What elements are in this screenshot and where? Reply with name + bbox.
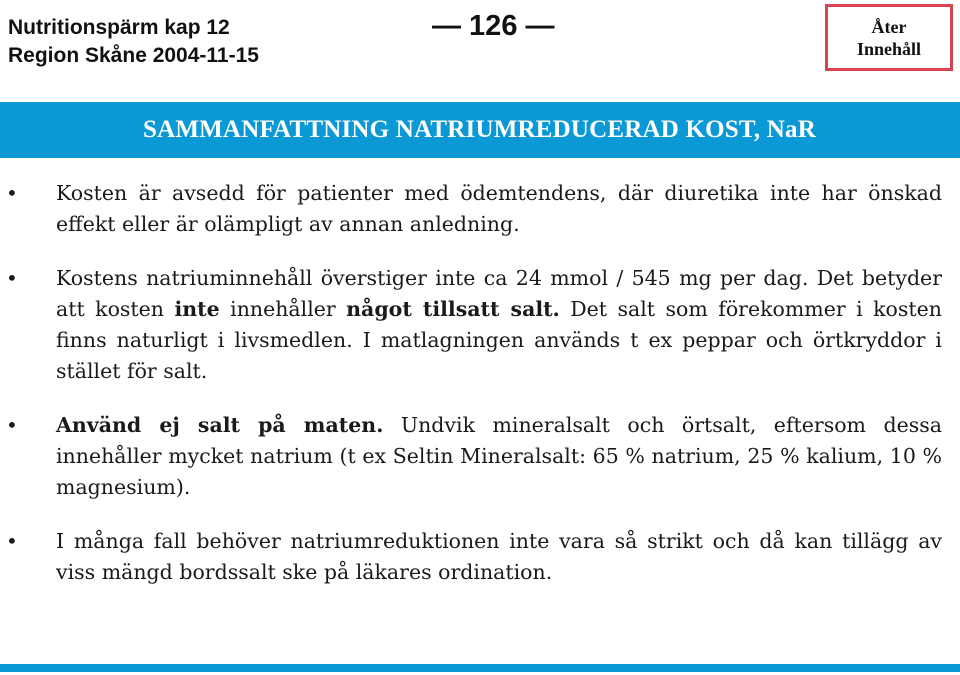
bullet-text: Kosten är avsedd för patienter med ödemtendens, där diuretika inte har önskad effekt eller är olämpligt av annan anledning. xyxy=(56,181,942,236)
document-header xyxy=(8,14,259,70)
page-number: — 126 — xyxy=(432,10,555,42)
bullet-text: Undvik mineralsalt och örtsalt, eftersom dessa innehåller mycket natrium (t ex Seltin Mineralsalt: 65 % natrium, 25 % kalium, 10 % magnesium). xyxy=(56,413,942,499)
bold-text: Använd ej salt på maten. xyxy=(56,413,384,437)
back-to-contents-button[interactable] xyxy=(825,4,953,71)
list-item xyxy=(0,526,960,588)
section-title: SAMMANFATTNING NATRIUMREDUCERAD KOST, NaR xyxy=(142,116,817,143)
bottom-divider xyxy=(0,664,960,672)
list-item xyxy=(0,263,960,387)
back-link-line1: Åter xyxy=(871,16,907,37)
bold-text: inte xyxy=(174,297,220,321)
bullet-text: Det salt som förekommer i kosten finns naturligt i livsmedlen. I matlagningen används t ex peppar och örtkryddor i stället för salt. xyxy=(56,297,942,383)
list-item xyxy=(0,410,960,503)
bullet-text: innehåller xyxy=(219,297,347,321)
bullet-text: Kostens natriuminnehåll överstiger inte ca 24 mmol / 545 mg per dag. Det betyder att kosten xyxy=(56,266,942,321)
bullet-text: I många fall behöver natriumreduktionen inte vara så strikt och då kan tillägg av viss mängd bordssalt ske på läkares ordination. xyxy=(56,529,942,584)
list-item xyxy=(0,178,960,240)
summary-list xyxy=(0,178,960,611)
document-title: Nutritionspärm kap 12 xyxy=(8,16,230,39)
section-banner xyxy=(0,102,960,158)
back-link-line2: Innehåll xyxy=(856,38,922,59)
region-date: Region Skåne 2004-11-15 xyxy=(8,44,259,67)
bold-text: något tillsatt salt. xyxy=(346,297,560,321)
